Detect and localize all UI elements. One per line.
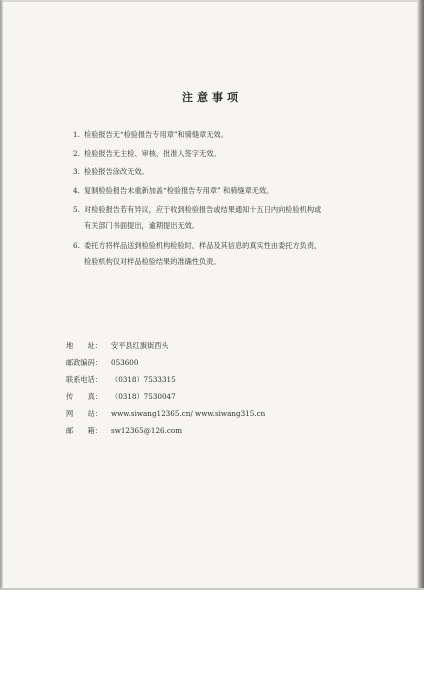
email-row (66, 426, 182, 436)
fax-label: 传 真： (66, 392, 102, 401)
page-title: 注意事项 (182, 91, 242, 104)
note-text: 委托方将样品送到检验机构检验时，样品及其信息的真实性由委托方负责， (84, 241, 322, 250)
email-value: sw12365@126.com (111, 426, 183, 435)
note-item-6 (73, 241, 321, 251)
note-text: 检验机构仅对样品检验结果的准确性负责。 (84, 257, 221, 266)
note-text: 对检验报告若有异议，应于收到检验报告或结果通知十五日内向检验机构或 (84, 205, 322, 214)
address-row (66, 341, 169, 351)
note-item-5 (73, 205, 321, 215)
note-item-6-continued (73, 257, 221, 267)
note-number: 6. (73, 241, 80, 250)
note-text: 复制检验报告未重新加盖“检验报告专用章” 和骑缝章无效。 (84, 186, 274, 195)
postcode-row (66, 358, 138, 368)
note-text: 检验报告无主检、审核、批准人签字无效。 (84, 149, 221, 158)
note-item-4 (73, 186, 273, 196)
phone-value: （0318）7533315 (111, 375, 176, 384)
note-text: 检验报告涂改无效。 (84, 167, 149, 176)
email-label: 邮 箱： (66, 426, 102, 435)
address-label: 地 址： (66, 341, 102, 350)
postcode-label: 邮政编码： (66, 358, 102, 367)
note-number: 2. (73, 149, 80, 158)
phone-row (66, 375, 176, 385)
note-item-1 (73, 130, 228, 140)
note-text: 检验报告无“检验报告专用章”和骑缝章无效。 (84, 130, 228, 139)
phone-label: 联系电话： (66, 375, 102, 384)
scan-edge-top (0, 0, 424, 2)
note-text: 有关部门书面提出，逾期提出无效。 (84, 221, 200, 230)
note-item-3 (73, 167, 149, 177)
note-number: 4. (73, 186, 80, 195)
website-row (66, 409, 265, 419)
fax-row (66, 392, 176, 402)
postcode-value: 053600 (111, 358, 139, 367)
address-value: 安平县红旗街西头 (111, 341, 169, 350)
note-number: 5. (73, 205, 80, 214)
website-value: www.siwang12365.cn/ www.siwang315.cn (111, 409, 266, 418)
note-number: 1. (73, 130, 80, 139)
website-label: 网 站： (66, 409, 102, 418)
note-number: 3. (73, 167, 80, 176)
fax-value: （0318）7530047 (111, 392, 176, 401)
note-item-2 (73, 149, 221, 159)
note-item-5-continued (73, 221, 199, 231)
scan-edge-bottom (0, 588, 424, 590)
